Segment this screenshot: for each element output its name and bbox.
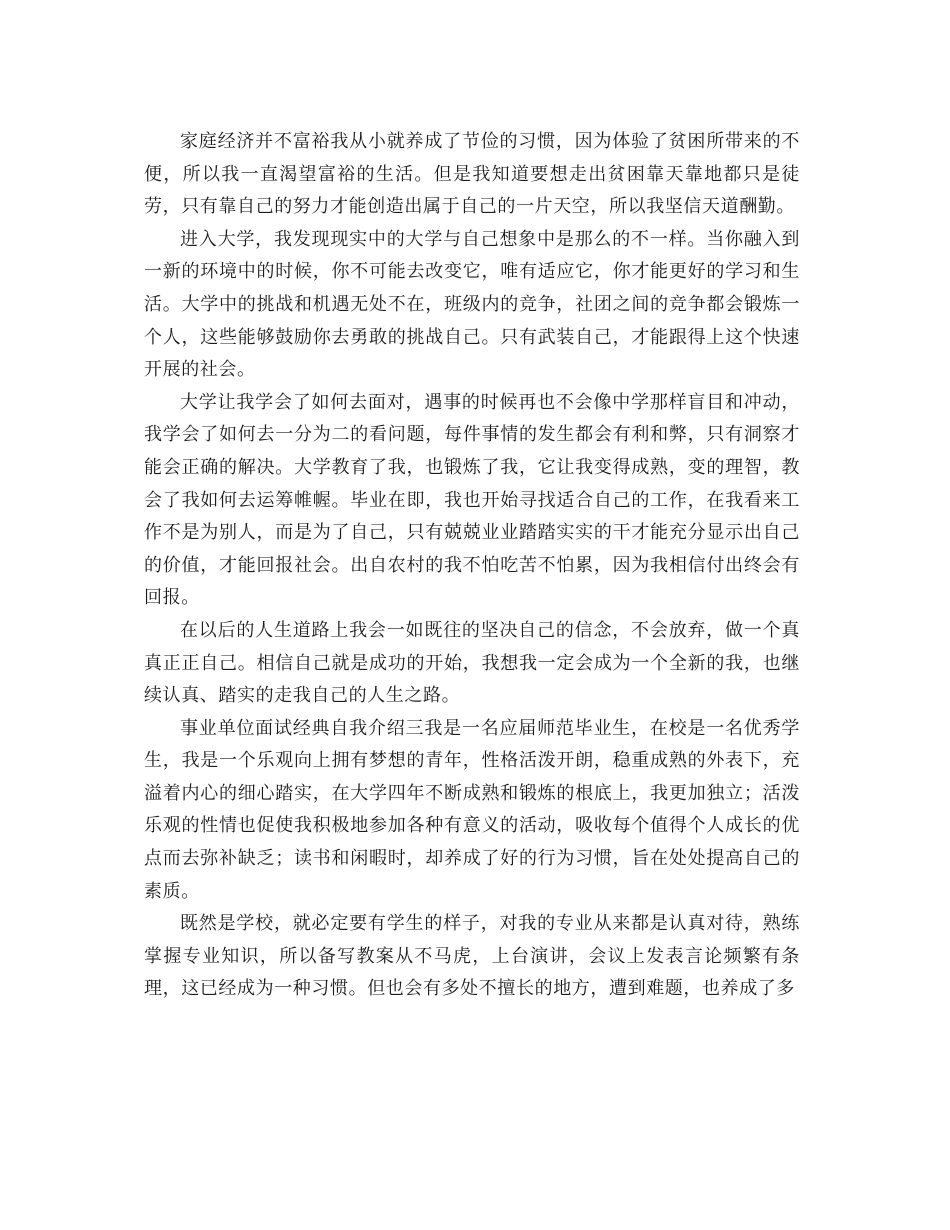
paragraph-thrift: 家庭经济并不富裕我从小就养成了节俭的习惯，因为体验了贫困所带来的不便，所以我一直渴望富裕的生活。但是我知道要想走出贫困靠天靠地都只是徒劳，只有靠自己的努力才能创造出属于自己的一片天空，所以我坚信天道酬勤。	[144, 131, 800, 218]
paragraph-student-attitude: 既然是学校，就必定要有学生的样子，对我的专业从来都是认真对待，熟练掌握专业知识，所以备写教案从不马虎，上台演讲，会议上发表言论频繁有条理，这已经成为一种习惯。但也会有多处不擅长的地方，遭到难题，也养成了多	[144, 913, 800, 1000]
paragraph-self-introduction-three: 事业单位面试经典自我介绍三我是一名应届师范毕业生，在校是一名优秀学生，我是一个乐观向上拥有梦想的青年，性格活泼开朗，稳重成熟的外表下，充溢着内心的细心踏实，在大学四年不断成熟和锻炼的根底上，我更加独立；活泼乐观的性情也促使我积极地参加各种有意义的活动，吸收每个值得个人成长的优点而去弥补缺乏；读书和闲暇时，却养成了好的行为习惯，旨在处处提高自己的素质。	[144, 717, 800, 902]
paragraph-future-path: 在以后的人生道路上我会一如既往的坚决自己的信念，不会放弃，做一个真真正正自己。相信自己就是成功的开始，我想我一定会成为一个全新的我，也继续认真、踏实的走我自己的人生之路。	[144, 619, 800, 707]
paragraph-entering-university: 进入大学，我发现现实中的大学与自己想象中是那么的不一样。当你融入到一新的环境中的时候，你不可能去改变它，唯有适应它，你才能更好的学习和生活。大学中的挑战和机遇无处不在，班级内的竞争，社团之间的竞争都会锻炼一个人，这些能够鼓励你去勇敢的挑战自己。只有武装自己，才能跟得上这个快速开展的社会。	[144, 228, 800, 381]
paragraph-university-lessons: 大学让我学会了如何去面对，遇事的时候再也不会像中学那样盲目和冲动，我学会了如何去一分为二的看问题，每件事情的发生都会有利和弊，只有洞察才能会正确的解决。大学教育了我，也锻炼了我，它让我变得成熟，变的理智，教会了我如何去运筹帷幄。毕业在即，我也开始寻找适合自己的工作，在我看来工作不是为别人，而是为了自己，只有兢兢业业踏踏实实的干才能充分显示出自己的价值，才能回报社会。出自农村的我不怕吃苦不怕累，因为我相信付出终会有回报。	[144, 391, 800, 609]
document-body	[144, 126, 800, 1006]
